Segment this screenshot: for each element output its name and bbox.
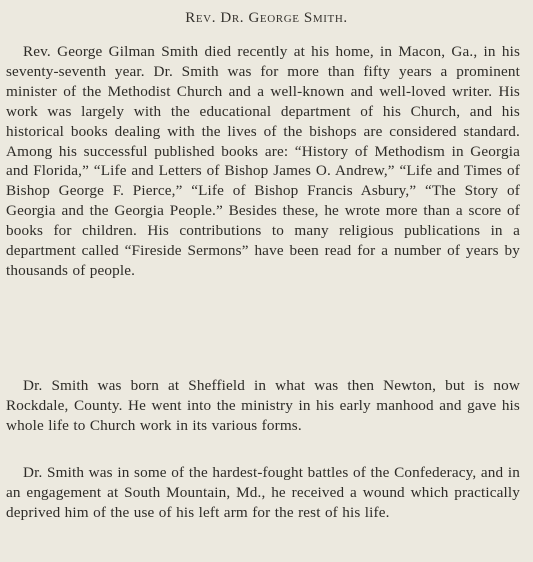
article-title: Rev. Dr. George Smith.: [185, 10, 348, 26]
article-paragraph-1: Rev. George Gilman Smith died recently at his home, in Macon, Ga., in his seventy-seventh year. Dr. Smith was for more than fifty years a prominent minister of the Methodist Church and a well-known and well-loved writer. His work was largely with the educational department of his Church, and his historical books dealing with the lives of the bishops are considered standard. Among his successful published books are: “History of Methodism in Georgia and Florida,” “Life and Letters of Bishop James O. Andrew,” “Life and Times of Bishop George F. Pierce,” “Life of Bishop Francis Asbury,” “The Story of Georgia and the Georgia People.” Besides these, he wrote more than a score of books for children. His contributions to many religious publications in a department called “Fireside Sermons” have been read for a number of years by thousands of people.: [6, 43, 520, 279]
article-paragraph-3: Dr. Smith was in some of the hardest-fought battles of the Confederacy, and in an engagement at South Mountain, Md., he received a wound which practically deprived him of the use of his left arm for the rest of his life.: [6, 464, 520, 521]
article-paragraph-2: Dr. Smith was born at Sheffield in what was then Newton, but is now Rockdale, County. He went into the ministry in his early manhood and gave his whole life to Church work in its various forms.: [6, 377, 520, 434]
